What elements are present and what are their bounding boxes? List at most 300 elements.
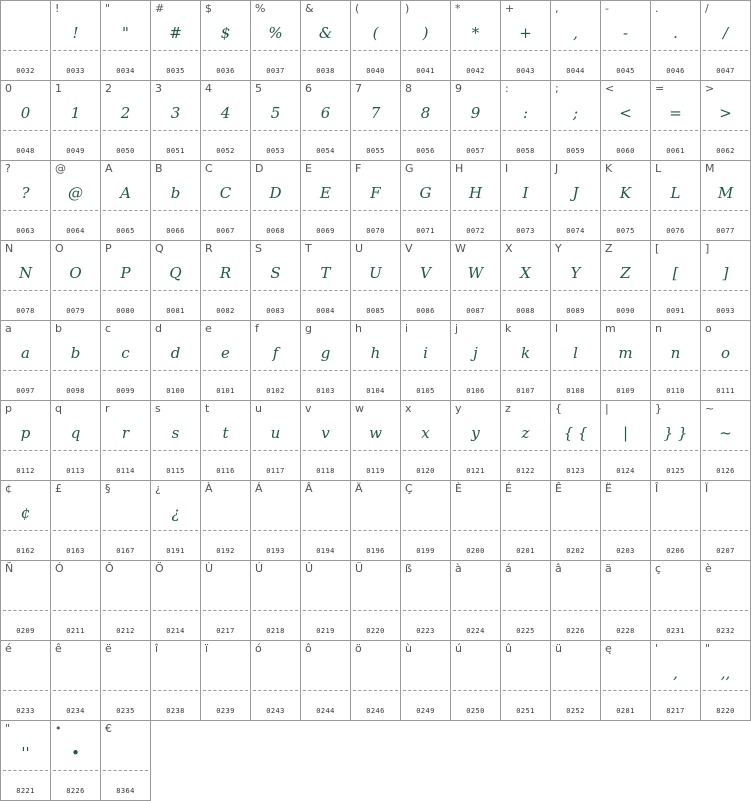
glyph-cell <box>351 0 401 81</box>
reference-character: 4 <box>205 82 212 95</box>
reference-character: é <box>5 642 12 655</box>
handwritten-glyph: b <box>170 184 181 202</box>
reference-character: + <box>505 2 515 15</box>
baseline-guide <box>153 690 198 691</box>
glyph-cell <box>501 0 551 81</box>
character-code: 0033 <box>66 67 85 75</box>
handwritten-glyph: p <box>20 424 31 442</box>
character-code: 0217 <box>216 627 235 635</box>
baseline-guide <box>103 450 148 451</box>
character-code: 0119 <box>366 467 385 475</box>
character-code: 0041 <box>416 67 435 75</box>
character-code: 0056 <box>416 147 435 155</box>
baseline-guide <box>403 450 448 451</box>
reference-character: Y <box>555 242 562 255</box>
handwritten-glyph: X <box>520 264 531 282</box>
glyph-cell <box>51 81 101 161</box>
character-code: 8221 <box>16 787 35 795</box>
glyph-cell <box>701 241 751 321</box>
handwritten-glyph: V <box>420 264 431 282</box>
baseline-guide <box>103 370 148 371</box>
glyph-cell <box>351 241 401 321</box>
reference-character: M <box>705 162 715 175</box>
baseline-guide <box>353 690 398 691</box>
character-code: 0036 <box>216 67 235 75</box>
glyph-cell <box>551 401 601 481</box>
baseline-guide <box>353 610 398 611</box>
glyph-cell <box>401 161 451 241</box>
reference-character: - <box>605 2 609 15</box>
handwritten-glyph: O <box>69 264 82 282</box>
baseline-guide <box>253 210 298 211</box>
character-code: 0225 <box>516 627 535 635</box>
glyph-cell <box>651 241 701 321</box>
handwritten-glyph: ( <box>372 24 379 42</box>
glyph-cell <box>51 321 101 401</box>
reference-character: Ó <box>55 562 64 575</box>
baseline-guide <box>653 610 698 611</box>
handwritten-glyph: | <box>622 424 629 442</box>
baseline-guide <box>453 290 498 291</box>
character-code: 8364 <box>116 787 135 795</box>
character-code: 0199 <box>416 547 435 555</box>
character-code: 8226 <box>66 787 85 795</box>
reference-character: Ç <box>405 482 413 495</box>
glyph-cell <box>351 561 401 641</box>
character-code: 0232 <box>716 627 735 635</box>
baseline-guide <box>503 450 548 451</box>
baseline-guide <box>703 530 748 531</box>
character-code: 0224 <box>466 627 485 635</box>
character-code: 0167 <box>116 547 135 555</box>
reference-character: m <box>605 322 616 335</box>
character-code: 0207 <box>716 547 735 555</box>
baseline-guide <box>3 770 48 771</box>
baseline-guide <box>303 210 348 211</box>
glyph-cell <box>601 561 651 641</box>
glyph-cell <box>351 641 401 721</box>
reference-character: N <box>5 242 14 255</box>
glyph-cell <box>651 0 701 81</box>
reference-character: i <box>405 322 409 335</box>
glyph-cell <box>351 81 401 161</box>
glyph-cell <box>151 161 201 241</box>
glyph-cell <box>51 0 101 81</box>
baseline-guide <box>353 290 398 291</box>
reference-character: f <box>255 322 259 335</box>
glyph-cell <box>251 161 301 241</box>
glyph-cell <box>101 81 151 161</box>
glyph-cell <box>151 561 201 641</box>
character-code: 0097 <box>16 387 35 395</box>
character-code: 0034 <box>116 67 135 75</box>
reference-character: x <box>405 402 412 415</box>
baseline-guide <box>303 690 348 691</box>
reference-character: , <box>555 2 559 15</box>
character-code: 0218 <box>266 627 285 635</box>
handwritten-glyph: 5 <box>270 104 281 122</box>
handwritten-glyph: v <box>321 424 330 442</box>
glyph-cell <box>601 641 651 721</box>
reference-character: 2 <box>105 82 112 95</box>
baseline-guide <box>603 290 648 291</box>
baseline-guide <box>53 130 98 131</box>
handwritten-glyph: L <box>670 184 681 202</box>
reference-character: t <box>205 402 210 415</box>
character-code: 0044 <box>566 67 585 75</box>
handwritten-glyph: f <box>272 344 279 362</box>
reference-character: $ <box>205 2 212 15</box>
reference-character: Z <box>605 242 613 255</box>
baseline-guide <box>603 130 648 131</box>
reference-character: I <box>505 162 509 175</box>
baseline-guide <box>153 450 198 451</box>
character-code: 0086 <box>416 307 435 315</box>
reference-character: Ë <box>605 482 612 495</box>
reference-character: £ <box>55 482 62 495</box>
baseline-guide <box>253 290 298 291</box>
character-code: 0069 <box>316 227 335 235</box>
character-code: 0065 <box>116 227 135 235</box>
glyph-cell <box>51 561 101 641</box>
reference-character: ~ <box>705 402 715 415</box>
reference-character: â <box>555 562 562 575</box>
glyph-cell <box>401 561 451 641</box>
baseline-guide <box>303 290 348 291</box>
character-code: 0252 <box>566 707 585 715</box>
character-code: 0243 <box>266 707 285 715</box>
handwritten-glyph: D <box>269 184 282 202</box>
handwritten-glyph: 1 <box>70 104 81 122</box>
handwritten-glyph: ¿ <box>171 504 180 522</box>
handwritten-glyph: ! <box>72 24 79 42</box>
glyph-cell <box>0 561 51 641</box>
baseline-guide <box>703 370 748 371</box>
handwritten-glyph: , <box>573 24 578 42</box>
handwritten-glyph: ; <box>572 104 579 122</box>
handwritten-glyph: ] <box>722 264 729 282</box>
handwritten-glyph: ? <box>21 184 30 202</box>
glyph-cell <box>0 321 51 401</box>
glyph-cell <box>451 0 501 81</box>
glyph-cell <box>451 481 501 561</box>
handwritten-glyph: '' <box>21 744 30 762</box>
character-code: 0126 <box>716 467 735 475</box>
handwritten-glyph: @ <box>68 184 83 202</box>
reference-character: b <box>55 322 62 335</box>
glyph-cell <box>601 321 651 401</box>
glyph-cell <box>551 561 601 641</box>
baseline-guide <box>553 610 598 611</box>
glyph-cell <box>551 0 601 81</box>
reference-character: î <box>155 642 159 655</box>
character-code: 0061 <box>666 147 685 155</box>
baseline-guide <box>553 450 598 451</box>
baseline-guide <box>653 50 698 51</box>
glyph-cell <box>251 401 301 481</box>
handwritten-glyph: 0 <box>20 104 31 122</box>
baseline-guide <box>203 690 248 691</box>
baseline-guide <box>103 610 148 611</box>
character-code: 0233 <box>16 707 35 715</box>
character-code: 0058 <box>516 147 535 155</box>
reference-character: 8 <box>405 82 412 95</box>
reference-character: r <box>105 402 110 415</box>
handwritten-glyph: b <box>70 344 81 362</box>
baseline-guide <box>53 370 98 371</box>
glyph-cell <box>201 481 251 561</box>
reference-character: À <box>205 482 213 495</box>
character-code: 0043 <box>516 67 535 75</box>
baseline-guide <box>3 370 48 371</box>
baseline-guide <box>203 130 248 131</box>
handwritten-glyph: C <box>219 184 232 202</box>
character-code: 0281 <box>616 707 635 715</box>
handwritten-glyph: U <box>369 264 382 282</box>
baseline-guide <box>403 690 448 691</box>
handwritten-glyph: d <box>170 344 181 362</box>
character-code: 0214 <box>166 627 185 635</box>
handwritten-glyph: F <box>370 184 381 202</box>
reference-character: g <box>305 322 312 335</box>
reference-character: Ä <box>355 482 363 495</box>
reference-character: ę <box>605 642 612 655</box>
baseline-guide <box>203 610 248 611</box>
reference-character: 9 <box>455 82 462 95</box>
character-code: 0090 <box>616 307 635 315</box>
glyph-cell <box>301 641 351 721</box>
baseline-guide <box>3 450 48 451</box>
glyph-cell <box>401 81 451 161</box>
handwritten-glyph: j <box>473 344 478 362</box>
character-code: 0246 <box>366 707 385 715</box>
character-code: 0052 <box>216 147 235 155</box>
baseline-guide <box>103 690 148 691</box>
handwritten-glyph: c <box>121 344 130 362</box>
reference-character: j <box>455 322 459 335</box>
handwritten-glyph: w <box>369 424 382 442</box>
reference-character: L <box>655 162 662 175</box>
baseline-guide <box>153 290 198 291</box>
handwritten-glyph: : <box>522 104 529 122</box>
baseline-guide <box>303 530 348 531</box>
reference-character: B <box>155 162 163 175</box>
reference-character: . <box>655 2 659 15</box>
reference-character: ô <box>305 642 312 655</box>
baseline-guide <box>453 610 498 611</box>
glyph-cell <box>301 321 351 401</box>
glyph-cell <box>51 641 101 721</box>
baseline-guide <box>603 610 648 611</box>
reference-character: Ñ <box>5 562 14 575</box>
reference-character: : <box>505 82 509 95</box>
baseline-guide <box>253 530 298 531</box>
handwritten-glyph: - <box>622 24 629 42</box>
character-code: 0064 <box>66 227 85 235</box>
baseline-guide <box>3 210 48 211</box>
character-code: 0223 <box>416 627 435 635</box>
glyph-cell <box>701 0 751 81</box>
character-code: 0163 <box>66 547 85 555</box>
character-code: 0113 <box>66 467 85 475</box>
baseline-guide <box>403 210 448 211</box>
character-code: 0203 <box>616 547 635 555</box>
character-code: 0100 <box>166 387 185 395</box>
handwritten-glyph: T <box>320 264 331 282</box>
character-code: 0054 <box>316 147 335 155</box>
baseline-guide <box>303 370 348 371</box>
reference-character: ö <box>355 642 362 655</box>
glyph-cell <box>51 721 101 801</box>
handwritten-glyph: E <box>320 184 331 202</box>
reference-character: U <box>355 242 364 255</box>
character-code: 0077 <box>716 227 735 235</box>
reference-character: ü <box>555 642 562 655</box>
glyph-cell <box>101 721 151 801</box>
glyph-cell <box>301 241 351 321</box>
glyph-cell <box>701 161 751 241</box>
character-code: 0051 <box>166 147 185 155</box>
baseline-guide <box>203 290 248 291</box>
baseline-guide <box>103 210 148 211</box>
reference-character: È <box>455 482 462 495</box>
reference-character: § <box>105 482 111 495</box>
reference-character: ( <box>355 2 360 15</box>
glyph-cell <box>101 241 151 321</box>
glyph-cell <box>601 161 651 241</box>
baseline-guide <box>653 530 698 531</box>
character-code: 0048 <box>16 147 35 155</box>
glyph-cell <box>0 721 51 801</box>
baseline-guide <box>503 610 548 611</box>
character-code: 0234 <box>66 707 85 715</box>
baseline-guide <box>403 610 448 611</box>
glyph-cell <box>451 81 501 161</box>
handwritten-glyph: S <box>270 264 281 282</box>
glyph-cell <box>301 401 351 481</box>
character-code: 0046 <box>666 67 685 75</box>
character-code: 0209 <box>16 627 35 635</box>
handwritten-glyph: R <box>219 264 232 282</box>
reference-character: & <box>305 2 314 15</box>
baseline-guide <box>503 690 548 691</box>
reference-character: k <box>505 322 512 335</box>
character-code: 0117 <box>266 467 285 475</box>
glyph-cell <box>451 241 501 321</box>
character-code: 0049 <box>66 147 85 155</box>
baseline-guide <box>203 50 248 51</box>
handwritten-glyph: 7 <box>370 104 381 122</box>
baseline-guide <box>703 50 748 51</box>
character-code: 0193 <box>266 547 285 555</box>
reference-character: Ü <box>355 562 364 575</box>
character-code: 0059 <box>566 147 585 155</box>
glyph-cell <box>501 321 551 401</box>
glyph-cell <box>651 321 701 401</box>
handwritten-glyph: q <box>70 424 81 442</box>
character-code: 0080 <box>116 307 135 315</box>
reference-character: è <box>705 562 712 575</box>
baseline-guide <box>653 690 698 691</box>
baseline-guide <box>353 50 398 51</box>
baseline-guide <box>553 130 598 131</box>
glyph-cell <box>401 241 451 321</box>
baseline-guide <box>303 50 348 51</box>
reference-character: ] <box>705 242 710 255</box>
baseline-guide <box>253 130 298 131</box>
baseline-guide <box>603 450 648 451</box>
glyph-cell <box>351 321 401 401</box>
reference-character: " <box>5 722 11 735</box>
glyph-cell <box>101 161 151 241</box>
baseline-guide <box>103 130 148 131</box>
character-code: 0102 <box>266 387 285 395</box>
baseline-guide <box>153 210 198 211</box>
character-code: 0089 <box>566 307 585 315</box>
baseline-guide <box>603 210 648 211</box>
glyph-cell <box>201 161 251 241</box>
character-code: 0228 <box>616 627 635 635</box>
handwritten-glyph: " <box>122 24 129 42</box>
baseline-guide <box>103 50 148 51</box>
handwritten-glyph: 8 <box>420 104 431 122</box>
character-code: 0201 <box>516 547 535 555</box>
baseline-guide <box>553 690 598 691</box>
baseline-guide <box>3 690 48 691</box>
glyph-cell <box>401 0 451 81</box>
reference-character: d <box>155 322 162 335</box>
character-code: 0125 <box>666 467 685 475</box>
handwritten-glyph: > <box>719 104 732 122</box>
baseline-guide <box>403 530 448 531</box>
reference-character: Ö <box>155 562 164 575</box>
character-code: 0123 <box>566 467 585 475</box>
baseline-guide <box>553 50 598 51</box>
reference-character: Q <box>155 242 164 255</box>
reference-character: | <box>605 402 609 415</box>
baseline-guide <box>503 210 548 211</box>
character-code: 0124 <box>616 467 635 475</box>
character-code: 0111 <box>716 387 735 395</box>
baseline-guide <box>603 50 648 51</box>
reference-character: * <box>455 2 461 15</box>
reference-character: ; <box>555 82 559 95</box>
baseline-guide <box>603 530 648 531</box>
character-code: 0091 <box>666 307 685 315</box>
character-code: 0226 <box>566 627 585 635</box>
reference-character: 7 <box>355 82 362 95</box>
character-code: 0085 <box>366 307 385 315</box>
baseline-guide <box>453 450 498 451</box>
character-code: 0062 <box>716 147 735 155</box>
baseline-guide <box>3 130 48 131</box>
glyph-cell <box>201 401 251 481</box>
reference-character: % <box>255 2 266 15</box>
baseline-guide <box>503 530 548 531</box>
reference-character: ê <box>55 642 62 655</box>
glyph-cell <box>0 241 51 321</box>
glyph-cell <box>101 561 151 641</box>
character-code: 0075 <box>616 227 635 235</box>
glyph-cell <box>601 481 651 561</box>
baseline-guide <box>103 290 148 291</box>
glyph-cell <box>151 241 201 321</box>
handwritten-glyph: A <box>120 184 131 202</box>
handwritten-glyph: r <box>121 424 130 442</box>
reference-character: û <box>505 642 512 655</box>
reference-character: ä <box>605 562 612 575</box>
baseline-guide <box>703 450 748 451</box>
